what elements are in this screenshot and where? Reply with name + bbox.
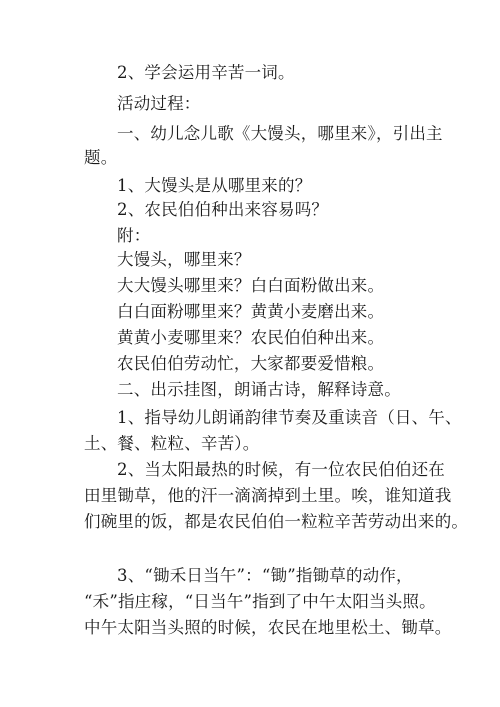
text-line: 1、指导幼儿朗诵韵律节奏及重读音（日、午、	[117, 408, 462, 427]
text-line: 田里锄草，他的汗一滴滴掉到土里。唉，谁知道我	[84, 486, 452, 505]
text-line: 农民伯伯劳动忙，大家都要爱惜粮。	[117, 354, 385, 373]
text-line: 大大馒头哪里来？白白面粉做出来。	[117, 276, 385, 295]
text-line: “禾”指庄稼，“日当午”指到了中午太阳当头照。	[84, 592, 436, 611]
text-line: 活动过程：	[117, 94, 201, 113]
text-line: 大馒头，哪里来？	[117, 250, 251, 269]
text-line: 土、餐、粒粒、辛苦）。	[84, 434, 260, 453]
text-line: 2、学会运用辛苦一词。	[117, 63, 295, 82]
text-line: 2、农民伯伯种出来容易吗？	[117, 200, 329, 219]
text-line: 一、幼儿念儿歌《大馒头，哪里来》，引出主	[117, 124, 443, 143]
text-line: 题。	[84, 148, 118, 167]
text-line: 附：	[117, 226, 151, 245]
text-line: 2、当太阳最热的时候，有一位农民伯伯还在	[117, 460, 445, 479]
text-line: 中午太阳当头照的时候，农民在地里松土、锄草。	[84, 618, 452, 637]
text-line: 1、大馒头是从哪里来的？	[117, 176, 312, 195]
text-line: 们碗里的饭，都是农民伯伯一粒粒辛苦劳动出来的。	[84, 512, 469, 531]
text-line: 3、“锄禾日当午”：“锄”指锄草的动作，	[117, 566, 413, 585]
text-line: 黄黄小麦哪里来？农民伯伯种出来。	[117, 328, 385, 347]
text-line: 白白面粉哪里来？黄黄小麦磨出来。	[117, 302, 385, 321]
text-line: 二、出示挂图，朗诵古诗，解释诗意。	[117, 380, 401, 399]
